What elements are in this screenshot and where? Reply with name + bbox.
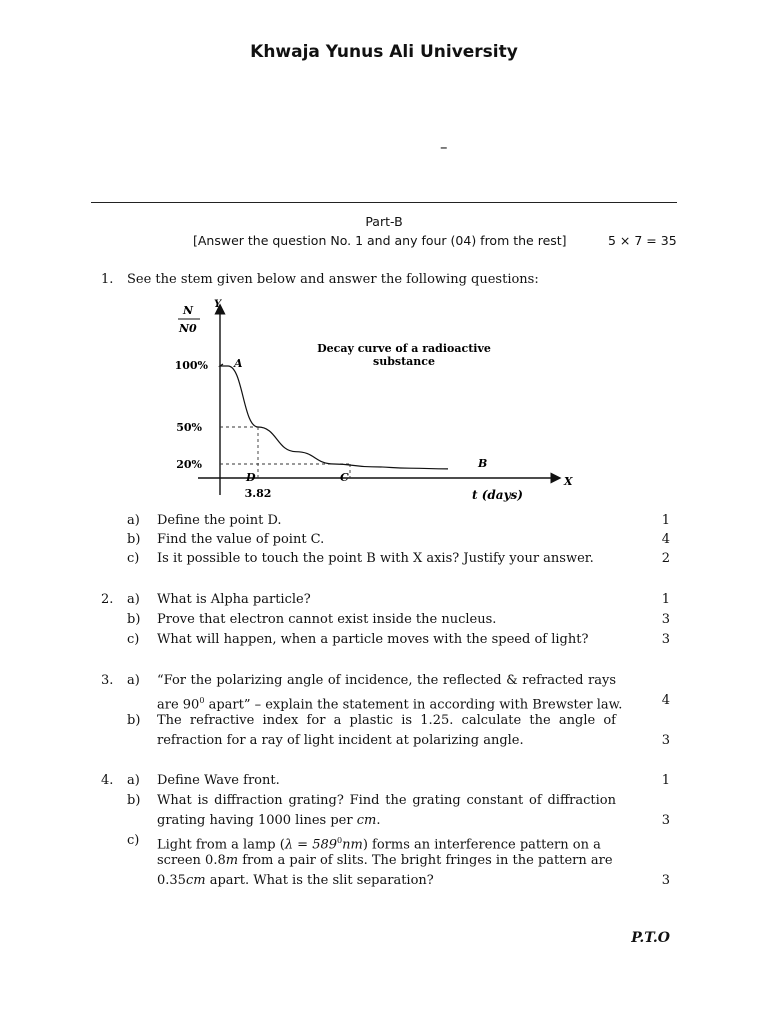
q3a-line2-end: apart” – explain the statement in according with Brewster law. [204,697,623,713]
header-dash: – [440,138,448,156]
q4a-label: a) [127,773,140,788]
q4a-text: Define Wave front. [157,773,280,788]
q4c-line3-end: apart. What is the slit separation? [205,873,434,888]
point-label-b: B [478,457,488,470]
q4b-marks: 3 [661,813,670,828]
q4c-line2-start: screen 0.8 [157,853,226,868]
q4c-marks: 3 [661,873,670,888]
q1b-marks: 4 [661,532,670,547]
q4c-line1-end: ) forms an interference pattern on a [362,837,601,853]
q4c-unit-m: m [225,853,239,868]
section-title: Part-B [365,214,403,229]
q4b-label: b) [127,793,141,808]
q4c-wavelength: λ = 589 [284,837,338,853]
q4b-line1: What is diffraction grating? Find the grating constant of diffraction [157,793,616,808]
q4b-line2 [157,811,380,831]
q4c-sup: 0 [337,836,343,845]
header-divider [91,202,677,203]
q3b-label: b) [127,713,141,728]
q4b-line2-end: . [376,813,381,828]
q2c-label: c) [127,632,140,647]
q3b-line2: refraction for a ray of light incident at polarizing angle. [157,733,524,748]
q1-number: 1. [101,272,114,287]
q2b-label: b) [127,612,141,627]
q1a-marks: 1 [661,513,670,528]
q1-stem: See the stem given below and answer the following questions: [127,272,539,287]
q4c-line3 [157,871,434,891]
y-label-denominator: N0 [179,322,197,335]
q4c-line1-start: Light from a lamp ( [157,837,285,853]
q2b-text: Prove that electron cannot exist inside the nucleus. [157,612,497,627]
university-name: Khwaja Yunus Ali University [250,42,518,62]
q1a-label: a) [127,513,140,528]
q1b-text: Find the value of point C. [157,532,325,547]
q4c-unit-nm: nm [342,837,363,853]
q4a-marks: 1 [661,773,670,788]
q1c-label: c) [127,551,140,566]
q1c-text: Is it possible to touch the point B with X axis? Justify your answer. [157,551,594,566]
decay-chart [160,295,600,507]
y-tick-20: 20% [176,458,202,471]
x-axis-label: t (days) [472,488,523,502]
point-label-a: A [234,357,243,370]
x-tick-382: 3.82 [244,487,272,500]
q4-number: 4. [101,773,114,788]
chart-title-line2: substance [373,355,435,368]
y-label-numerator: N [183,304,194,317]
q4c-unit-cm: cm [185,873,206,888]
q3a-label: a) [127,673,140,688]
point-label-d: D [246,471,256,484]
chart-title-line1: Decay curve of a radioactive [317,342,491,355]
pto-label: P.T.O [631,930,670,946]
q3a-line2-start: are 90 [157,697,200,713]
q4c-line2-end: from a pair of slits. The bright fringes in the pattern are [238,853,613,868]
q2-number: 2. [101,592,114,607]
decay-curve [220,364,448,469]
q3b-marks: 3 [661,733,670,748]
q4c-line3-start: 0.35 [157,873,186,888]
q1b-label: b) [127,532,141,547]
y-tick-100: 100% [174,359,208,372]
q2c-text: What will happen, when a particle moves with the speed of light? [157,632,589,647]
q2a-text: What is Alpha particle? [157,592,311,607]
q4c-line2 [157,851,613,871]
q3a-line1: “For the polarizing angle of incidence, the reflected & refracted rays [157,673,616,688]
q1a-text: Define the point D. [157,513,282,528]
y-axis-letter: Y [214,299,222,310]
q3a-marks: 4 [661,693,670,708]
y-tick-50: 50% [176,421,202,434]
q2a-label: a) [127,592,140,607]
x-axis-letter: X [564,475,573,488]
section-instruction: [Answer the question No. 1 and any four (04) from the rest] [193,233,567,248]
section-total-marks: 5 × 7 = 35 [608,233,677,248]
q3-number: 3. [101,673,114,688]
q2a-marks: 1 [661,592,670,607]
q2c-marks: 3 [661,632,670,647]
point-label-c: C [340,471,349,484]
q4b-line2-start: grating having 1000 lines per [157,813,357,828]
q3b-line1: The refractive index for a plastic is 1.25. calculate the angle of [157,713,616,728]
q4b-unit: cm [356,813,377,828]
q3a-degree-sup: 0 [199,696,205,705]
q2b-marks: 3 [661,612,670,627]
q4c-label: c) [127,833,140,848]
q1c-marks: 2 [661,551,670,566]
